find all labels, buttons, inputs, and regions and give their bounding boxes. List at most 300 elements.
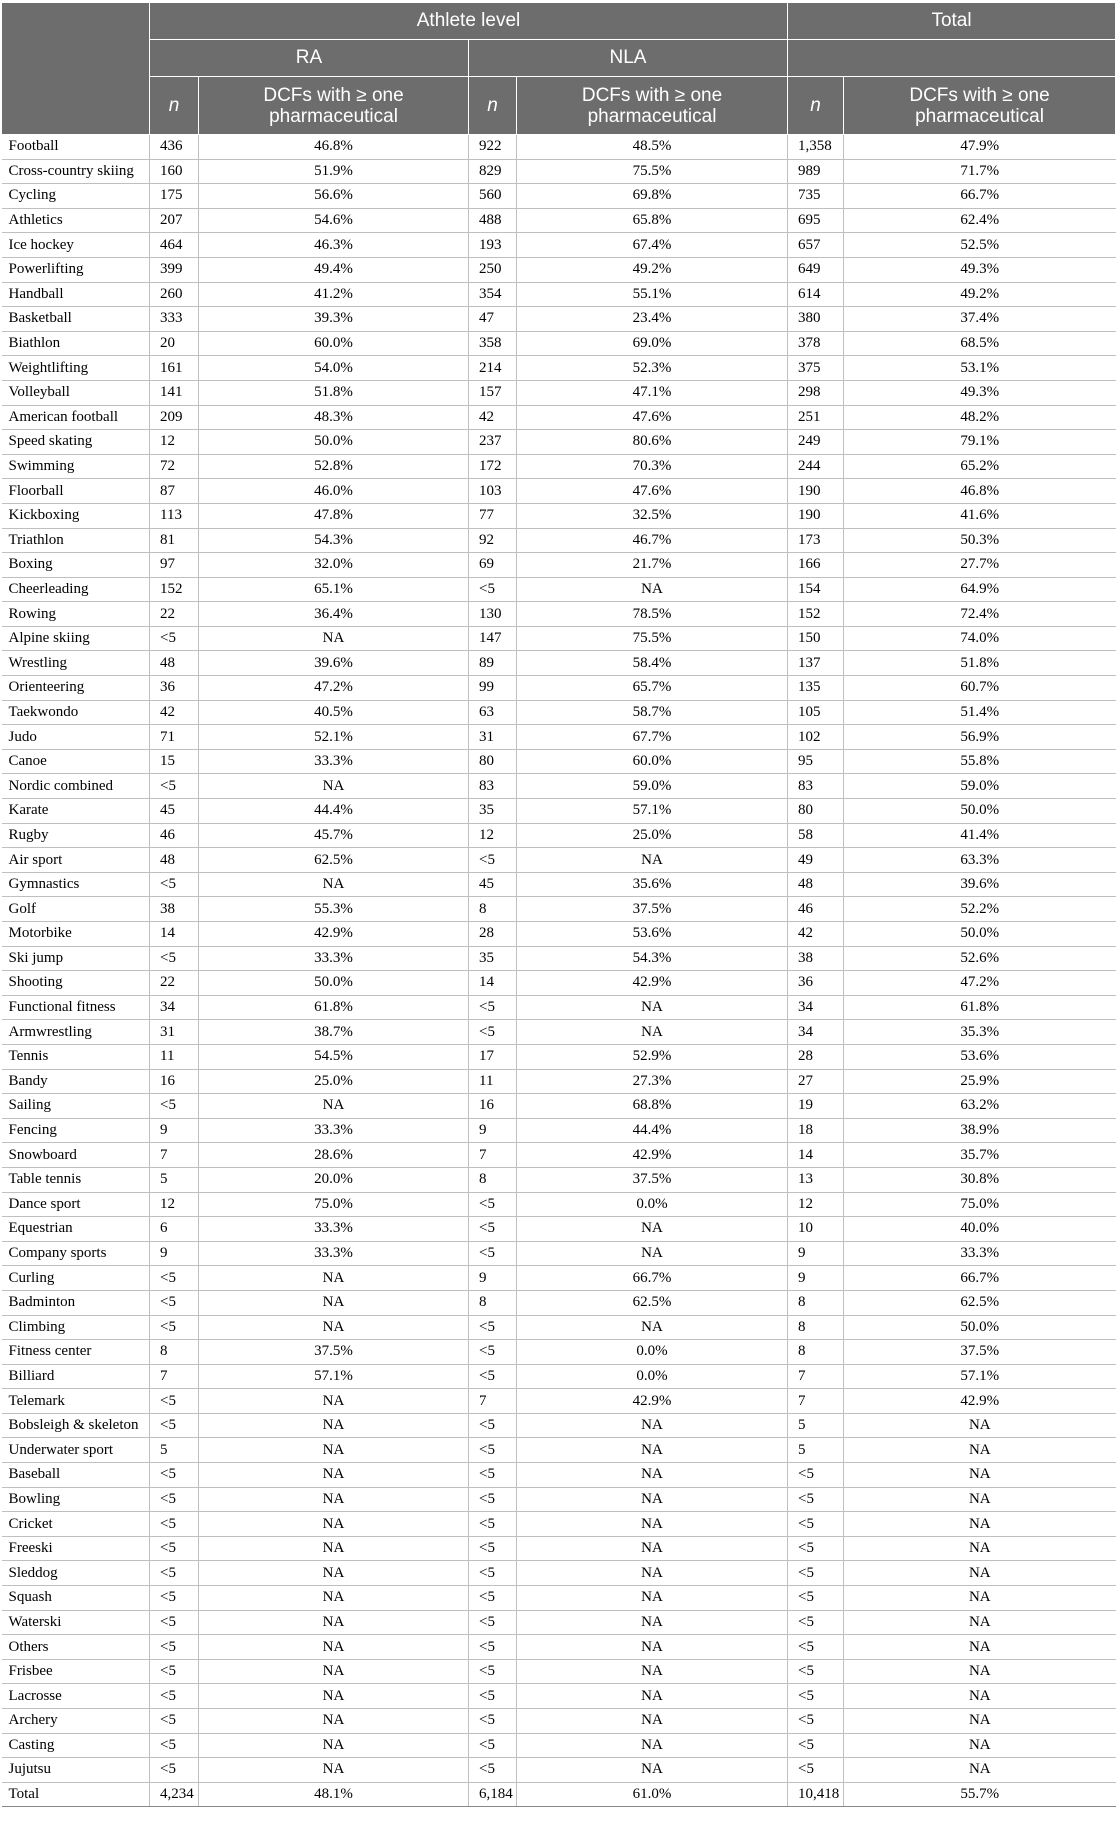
cell-total-dcf-pct: 50.0%: [844, 799, 1116, 824]
cell-ra-n: <5: [150, 946, 199, 971]
cell-nla-dcf-pct: 53.6%: [517, 922, 788, 947]
cell-total-dcf-pct: NA: [844, 1438, 1116, 1463]
cell-nla-dcf-pct: NA: [517, 848, 788, 873]
cell-ra-dcf-pct: NA: [199, 1635, 469, 1660]
header-row-3: [2, 77, 1116, 135]
cell-sport: Cycling: [2, 184, 150, 209]
cell-total-dcf-pct: NA: [844, 1413, 1116, 1438]
cell-total-dcf-pct: NA: [844, 1561, 1116, 1586]
cell-ra-dcf-pct: 39.3%: [199, 307, 469, 332]
cell-total-n: <5: [788, 1536, 844, 1561]
cell-nla-n: 488: [469, 208, 517, 233]
cell-total-dcf-pct: 51.4%: [844, 700, 1116, 725]
table-row: [2, 1438, 1116, 1463]
table-row: [2, 1143, 1116, 1168]
cell-nla-dcf-pct: 54.3%: [517, 946, 788, 971]
cell-total-n: <5: [788, 1561, 844, 1586]
cell-total-n: 735: [788, 184, 844, 209]
dcf-label-line2: pharmaceutical: [269, 105, 398, 127]
cell-ra-dcf-pct: 20.0%: [199, 1167, 469, 1192]
table-row: [2, 1487, 1116, 1512]
cell-total-n: 8: [788, 1290, 844, 1315]
cell-nla-dcf-pct: 75.5%: [517, 159, 788, 184]
cell-nla-n: 35: [469, 799, 517, 824]
cell-total-n: 380: [788, 307, 844, 332]
cell-total-n: 36: [788, 971, 844, 996]
cell-ra-n: <5: [150, 1315, 199, 1340]
cell-ra-dcf-pct: 46.3%: [199, 233, 469, 258]
cell-nla-n: <5: [469, 577, 517, 602]
pharmaceutical-use-table: [1, 2, 1116, 1807]
cell-sport: Kickboxing: [2, 503, 150, 528]
cell-total-n: 18: [788, 1118, 844, 1143]
cell-ra-n: 160: [150, 159, 199, 184]
cell-nla-dcf-pct: 46.7%: [517, 528, 788, 553]
cell-total-dcf-pct: 38.9%: [844, 1118, 1116, 1143]
cell-nla-n: <5: [469, 1536, 517, 1561]
cell-total-n: <5: [788, 1610, 844, 1635]
cell-total-dcf-pct: 46.8%: [844, 479, 1116, 504]
cell-ra-dcf-pct: 54.0%: [199, 356, 469, 381]
cell-total-dcf-pct: NA: [844, 1536, 1116, 1561]
cell-nla-n: 358: [469, 331, 517, 356]
cell-nla-n: 63: [469, 700, 517, 725]
cell-nla-n: 89: [469, 651, 517, 676]
cell-ra-n: 97: [150, 553, 199, 578]
cell-ra-dcf-pct: NA: [199, 872, 469, 897]
cell-sport: Floorball: [2, 479, 150, 504]
cell-nla-n: 16: [469, 1094, 517, 1119]
cell-ra-dcf-pct: 51.8%: [199, 380, 469, 405]
cell-total-dcf-pct: 35.3%: [844, 1020, 1116, 1045]
cell-sport: Waterski: [2, 1610, 150, 1635]
cell-sport: Bandy: [2, 1069, 150, 1094]
cell-total-n: 135: [788, 676, 844, 701]
table-row: [2, 1758, 1116, 1783]
cell-total-n: 657: [788, 233, 844, 258]
cell-nla-n: <5: [469, 1241, 517, 1266]
cell-total-dcf-pct: 75.0%: [844, 1192, 1116, 1217]
table-row: [2, 676, 1116, 701]
cell-sport: Shooting: [2, 971, 150, 996]
table-row: [2, 1315, 1116, 1340]
cell-ra-n: 9: [150, 1118, 199, 1143]
cell-total-dcf-pct: NA: [844, 1512, 1116, 1537]
cell-sport: Curling: [2, 1266, 150, 1291]
cell-ra-dcf-pct: 52.1%: [199, 725, 469, 750]
cell-nla-dcf-pct: NA: [517, 1684, 788, 1709]
cell-total-dcf-pct: 61.8%: [844, 995, 1116, 1020]
table-row: [2, 995, 1116, 1020]
cell-total-dcf-pct: 57.1%: [844, 1364, 1116, 1389]
cell-ra-dcf-pct: NA: [199, 1758, 469, 1783]
cell-nla-dcf-pct: 47.1%: [517, 380, 788, 405]
cell-nla-dcf-pct: NA: [517, 1512, 788, 1537]
cell-nla-dcf-pct: NA: [517, 1241, 788, 1266]
cell-sport: Snowboard: [2, 1143, 150, 1168]
cell-ra-n: 34: [150, 995, 199, 1020]
cell-ra-dcf-pct: NA: [199, 1733, 469, 1758]
dcf-label-line2: pharmaceutical: [915, 105, 1044, 127]
cell-nla-n: 99: [469, 676, 517, 701]
table-row: [2, 725, 1116, 750]
cell-nla-dcf-pct: NA: [517, 1438, 788, 1463]
cell-nla-dcf-pct: NA: [517, 1315, 788, 1340]
cell-nla-dcf-pct: 69.0%: [517, 331, 788, 356]
cell-ra-n: 48: [150, 651, 199, 676]
dcf-label-line1: DCFs with ≥ one: [909, 84, 1050, 106]
cell-nla-dcf-pct: 32.5%: [517, 503, 788, 528]
cell-total-n: 8: [788, 1340, 844, 1365]
cell-sport: Canoe: [2, 749, 150, 774]
cell-ra-dcf-pct: 50.0%: [199, 430, 469, 455]
table-row: [2, 749, 1116, 774]
cell-ra-n: 7: [150, 1364, 199, 1389]
cell-nla-n: 80: [469, 749, 517, 774]
cell-total-dcf-pct: 62.4%: [844, 208, 1116, 233]
cell-total-n: 8: [788, 1315, 844, 1340]
cell-sport: Judo: [2, 725, 150, 750]
cell-nla-dcf-pct: NA: [517, 1733, 788, 1758]
cell-sport: American football: [2, 405, 150, 430]
table-row: [2, 454, 1116, 479]
cell-total-n: 649: [788, 257, 844, 282]
table-row: [2, 1561, 1116, 1586]
dcf-label-line1: DCFs with ≥ one: [263, 84, 404, 106]
cell-total-dcf-pct: 51.8%: [844, 651, 1116, 676]
cell-ra-n: 7: [150, 1143, 199, 1168]
table-row: [2, 479, 1116, 504]
header-row-1: [2, 3, 1116, 40]
cell-ra-dcf-pct: 54.3%: [199, 528, 469, 553]
cell-sport: Speed skating: [2, 430, 150, 455]
cell-nla-dcf-pct: NA: [517, 1758, 788, 1783]
cell-ra-n: <5: [150, 1094, 199, 1119]
cell-nla-n: 7: [469, 1389, 517, 1414]
cell-ra-n: 4,234: [150, 1782, 199, 1807]
cell-ra-n: 87: [150, 479, 199, 504]
cell-sport: Weightlifting: [2, 356, 150, 381]
cell-total-n: 9: [788, 1241, 844, 1266]
table-row: [2, 700, 1116, 725]
table-row: [2, 233, 1116, 258]
cell-ra-dcf-pct: 47.8%: [199, 503, 469, 528]
cell-total-n: <5: [788, 1586, 844, 1611]
cell-ra-n: 20: [150, 331, 199, 356]
cell-sport: Others: [2, 1635, 150, 1660]
cell-ra-dcf-pct: 25.0%: [199, 1069, 469, 1094]
cell-total-dcf-pct: NA: [844, 1463, 1116, 1488]
cell-nla-dcf-pct: 65.8%: [517, 208, 788, 233]
header-athlete-level: Athlete level: [150, 3, 788, 40]
cell-total-n: 173: [788, 528, 844, 553]
cell-nla-dcf-pct: 62.5%: [517, 1290, 788, 1315]
cell-ra-n: 9: [150, 1241, 199, 1266]
cell-total-n: 298: [788, 380, 844, 405]
cell-ra-dcf-pct: NA: [199, 626, 469, 651]
cell-ra-n: 72: [150, 454, 199, 479]
cell-ra-n: 48: [150, 848, 199, 873]
header-nla: NLA: [469, 40, 788, 77]
cell-nla-dcf-pct: 75.5%: [517, 626, 788, 651]
cell-ra-n: 5: [150, 1438, 199, 1463]
cell-sport: Gymnastics: [2, 872, 150, 897]
cell-ra-dcf-pct: 57.1%: [199, 1364, 469, 1389]
cell-total-dcf-pct: 50.0%: [844, 1315, 1116, 1340]
cell-total-n: 14: [788, 1143, 844, 1168]
table-row: [2, 872, 1116, 897]
table-row: [2, 823, 1116, 848]
cell-ra-dcf-pct: 65.1%: [199, 577, 469, 602]
cell-total-dcf-pct: 52.5%: [844, 233, 1116, 258]
cell-ra-n: <5: [150, 1684, 199, 1709]
table-body: [2, 135, 1116, 1807]
cell-nla-n: <5: [469, 1315, 517, 1340]
table-row: [2, 1389, 1116, 1414]
cell-ra-n: <5: [150, 1487, 199, 1512]
table-row: [2, 1586, 1116, 1611]
table-row: [2, 1364, 1116, 1389]
cell-sport: Swimming: [2, 454, 150, 479]
cell-total-dcf-pct: 63.2%: [844, 1094, 1116, 1119]
cell-sport: Fitness center: [2, 1340, 150, 1365]
cell-sport: Ice hockey: [2, 233, 150, 258]
cell-ra-dcf-pct: 33.3%: [199, 1118, 469, 1143]
cell-nla-dcf-pct: 57.1%: [517, 799, 788, 824]
cell-ra-n: <5: [150, 1266, 199, 1291]
cell-nla-n: 47: [469, 307, 517, 332]
cell-total-dcf-pct: 49.2%: [844, 282, 1116, 307]
table-row: [2, 602, 1116, 627]
table-row: [2, 159, 1116, 184]
cell-ra-n: 16: [150, 1069, 199, 1094]
cell-ra-n: <5: [150, 1709, 199, 1734]
header-ra-dcf: [199, 77, 469, 135]
cell-ra-n: 333: [150, 307, 199, 332]
cell-total-dcf-pct: NA: [844, 1586, 1116, 1611]
cell-total-dcf-pct: 49.3%: [844, 257, 1116, 282]
cell-nla-n: 922: [469, 135, 517, 160]
cell-total-dcf-pct: NA: [844, 1733, 1116, 1758]
cell-total-dcf-pct: NA: [844, 1610, 1116, 1635]
cell-nla-n: 31: [469, 725, 517, 750]
cell-sport: Underwater sport: [2, 1438, 150, 1463]
cell-total-n: 375: [788, 356, 844, 381]
cell-ra-dcf-pct: 36.4%: [199, 602, 469, 627]
cell-ra-dcf-pct: 45.7%: [199, 823, 469, 848]
cell-sport: Frisbee: [2, 1659, 150, 1684]
cell-ra-dcf-pct: 33.3%: [199, 946, 469, 971]
table-row: [2, 208, 1116, 233]
table-row: [2, 1118, 1116, 1143]
cell-sport: Powerlifting: [2, 257, 150, 282]
table-row: [2, 553, 1116, 578]
cell-nla-n: <5: [469, 1413, 517, 1438]
cell-sport: Company sports: [2, 1241, 150, 1266]
table-row: [2, 922, 1116, 947]
cell-nla-dcf-pct: NA: [517, 1610, 788, 1635]
cell-total-n: 10: [788, 1217, 844, 1242]
table-row: [2, 1512, 1116, 1537]
cell-sport: Functional fitness: [2, 995, 150, 1020]
cell-total-dcf-pct: 37.4%: [844, 307, 1116, 332]
cell-ra-dcf-pct: 56.6%: [199, 184, 469, 209]
header-nla-dcf: [517, 77, 788, 135]
cell-ra-n: 209: [150, 405, 199, 430]
cell-ra-n: 436: [150, 135, 199, 160]
table-row: [2, 1266, 1116, 1291]
cell-total-n: 10,418: [788, 1782, 844, 1807]
cell-nla-dcf-pct: 66.7%: [517, 1266, 788, 1291]
cell-total-dcf-pct: 50.0%: [844, 922, 1116, 947]
header-ra-n: n: [150, 77, 199, 135]
cell-nla-dcf-pct: 42.9%: [517, 971, 788, 996]
cell-nla-n: <5: [469, 1192, 517, 1217]
cell-sport: Orienteering: [2, 676, 150, 701]
cell-total-dcf-pct: 33.3%: [844, 1241, 1116, 1266]
cell-total-n: 378: [788, 331, 844, 356]
cell-nla-n: <5: [469, 1586, 517, 1611]
cell-total-dcf-pct: 56.9%: [844, 725, 1116, 750]
cell-sport: Wrestling: [2, 651, 150, 676]
cell-total-n: 1,358: [788, 135, 844, 160]
header-total-blank: [788, 40, 1116, 77]
table-row: [2, 651, 1116, 676]
cell-sport: Volleyball: [2, 380, 150, 405]
cell-nla-dcf-pct: 52.9%: [517, 1044, 788, 1069]
cell-total-dcf-pct: 41.4%: [844, 823, 1116, 848]
cell-total-dcf-pct: 52.6%: [844, 946, 1116, 971]
cell-total-dcf-pct: 50.3%: [844, 528, 1116, 553]
cell-ra-n: <5: [150, 1413, 199, 1438]
table-row: [2, 971, 1116, 996]
cell-total-dcf-pct: 55.7%: [844, 1782, 1116, 1807]
cell-nla-n: 9: [469, 1118, 517, 1143]
cell-sport: Archery: [2, 1709, 150, 1734]
cell-ra-dcf-pct: 48.3%: [199, 405, 469, 430]
cell-nla-n: 214: [469, 356, 517, 381]
cell-ra-dcf-pct: 75.0%: [199, 1192, 469, 1217]
cell-total-dcf-pct: 42.9%: [844, 1389, 1116, 1414]
header-row-2: [2, 40, 1116, 77]
cell-sport: Motorbike: [2, 922, 150, 947]
cell-nla-dcf-pct: NA: [517, 995, 788, 1020]
cell-nla-n: 172: [469, 454, 517, 479]
cell-nla-n: <5: [469, 1020, 517, 1045]
cell-total-dcf-pct: 60.7%: [844, 676, 1116, 701]
cell-sport: Cricket: [2, 1512, 150, 1537]
cell-ra-dcf-pct: 32.0%: [199, 553, 469, 578]
cell-ra-dcf-pct: NA: [199, 1709, 469, 1734]
table-row: [2, 848, 1116, 873]
cell-nla-n: <5: [469, 1635, 517, 1660]
cell-sport: Handball: [2, 282, 150, 307]
cell-ra-dcf-pct: 54.5%: [199, 1044, 469, 1069]
cell-ra-dcf-pct: 61.8%: [199, 995, 469, 1020]
cell-nla-n: 130: [469, 602, 517, 627]
cell-nla-n: <5: [469, 1438, 517, 1463]
cell-nla-dcf-pct: NA: [517, 577, 788, 602]
cell-nla-n: <5: [469, 1758, 517, 1783]
cell-nla-n: <5: [469, 1659, 517, 1684]
cell-nla-n: <5: [469, 1364, 517, 1389]
cell-nla-n: 250: [469, 257, 517, 282]
cell-total-dcf-pct: 52.2%: [844, 897, 1116, 922]
header-nla-n: n: [469, 77, 517, 135]
table-row: [2, 1167, 1116, 1192]
cell-sport: Sleddog: [2, 1561, 150, 1586]
cell-ra-dcf-pct: 39.6%: [199, 651, 469, 676]
cell-total-n: 12: [788, 1192, 844, 1217]
cell-ra-dcf-pct: 28.6%: [199, 1143, 469, 1168]
cell-sport: Jujutsu: [2, 1758, 150, 1783]
cell-nla-dcf-pct: NA: [517, 1020, 788, 1045]
cell-ra-n: 260: [150, 282, 199, 307]
cell-sport: Alpine skiing: [2, 626, 150, 651]
cell-total-n: 27: [788, 1069, 844, 1094]
cell-total-dcf-pct: NA: [844, 1758, 1116, 1783]
cell-sport: Boxing: [2, 553, 150, 578]
cell-ra-dcf-pct: 46.0%: [199, 479, 469, 504]
cell-ra-n: <5: [150, 1610, 199, 1635]
cell-nla-dcf-pct: NA: [517, 1536, 788, 1561]
cell-ra-n: <5: [150, 1758, 199, 1783]
cell-ra-n: 81: [150, 528, 199, 553]
cell-sport: Squash: [2, 1586, 150, 1611]
cell-ra-dcf-pct: 54.6%: [199, 208, 469, 233]
cell-nla-n: 147: [469, 626, 517, 651]
cell-total-n: <5: [788, 1635, 844, 1660]
cell-nla-dcf-pct: 78.5%: [517, 602, 788, 627]
cell-total-n: <5: [788, 1487, 844, 1512]
cell-total-dcf-pct: NA: [844, 1659, 1116, 1684]
cell-nla-dcf-pct: NA: [517, 1659, 788, 1684]
cell-total-n: 695: [788, 208, 844, 233]
cell-nla-n: 28: [469, 922, 517, 947]
cell-total-dcf-pct: 59.0%: [844, 774, 1116, 799]
cell-nla-n: 92: [469, 528, 517, 553]
cell-nla-dcf-pct: 70.3%: [517, 454, 788, 479]
cell-total-n: 614: [788, 282, 844, 307]
cell-ra-dcf-pct: 50.0%: [199, 971, 469, 996]
cell-total-n: <5: [788, 1758, 844, 1783]
cell-nla-n: 83: [469, 774, 517, 799]
cell-total-n: 28: [788, 1044, 844, 1069]
cell-total-n: <5: [788, 1733, 844, 1758]
cell-total-n: 7: [788, 1389, 844, 1414]
table-row: [2, 1684, 1116, 1709]
cell-ra-dcf-pct: NA: [199, 1315, 469, 1340]
table-row: [2, 1020, 1116, 1045]
cell-total-n: 154: [788, 577, 844, 602]
cell-nla-dcf-pct: 55.1%: [517, 282, 788, 307]
cell-ra-n: 5: [150, 1167, 199, 1192]
cell-nla-n: 560: [469, 184, 517, 209]
cell-nla-n: 354: [469, 282, 517, 307]
cell-nla-dcf-pct: NA: [517, 1217, 788, 1242]
cell-total-dcf-pct: 62.5%: [844, 1290, 1116, 1315]
table-row: [2, 1463, 1116, 1488]
cell-total-dcf-pct: 65.2%: [844, 454, 1116, 479]
cell-sport: Biathlon: [2, 331, 150, 356]
cell-ra-dcf-pct: 37.5%: [199, 1340, 469, 1365]
cell-ra-n: 8: [150, 1340, 199, 1365]
table-row: [2, 1290, 1116, 1315]
cell-total-n: 95: [788, 749, 844, 774]
cell-ra-n: 36: [150, 676, 199, 701]
cell-nla-n: 6,184: [469, 1782, 517, 1807]
cell-sport: Dance sport: [2, 1192, 150, 1217]
